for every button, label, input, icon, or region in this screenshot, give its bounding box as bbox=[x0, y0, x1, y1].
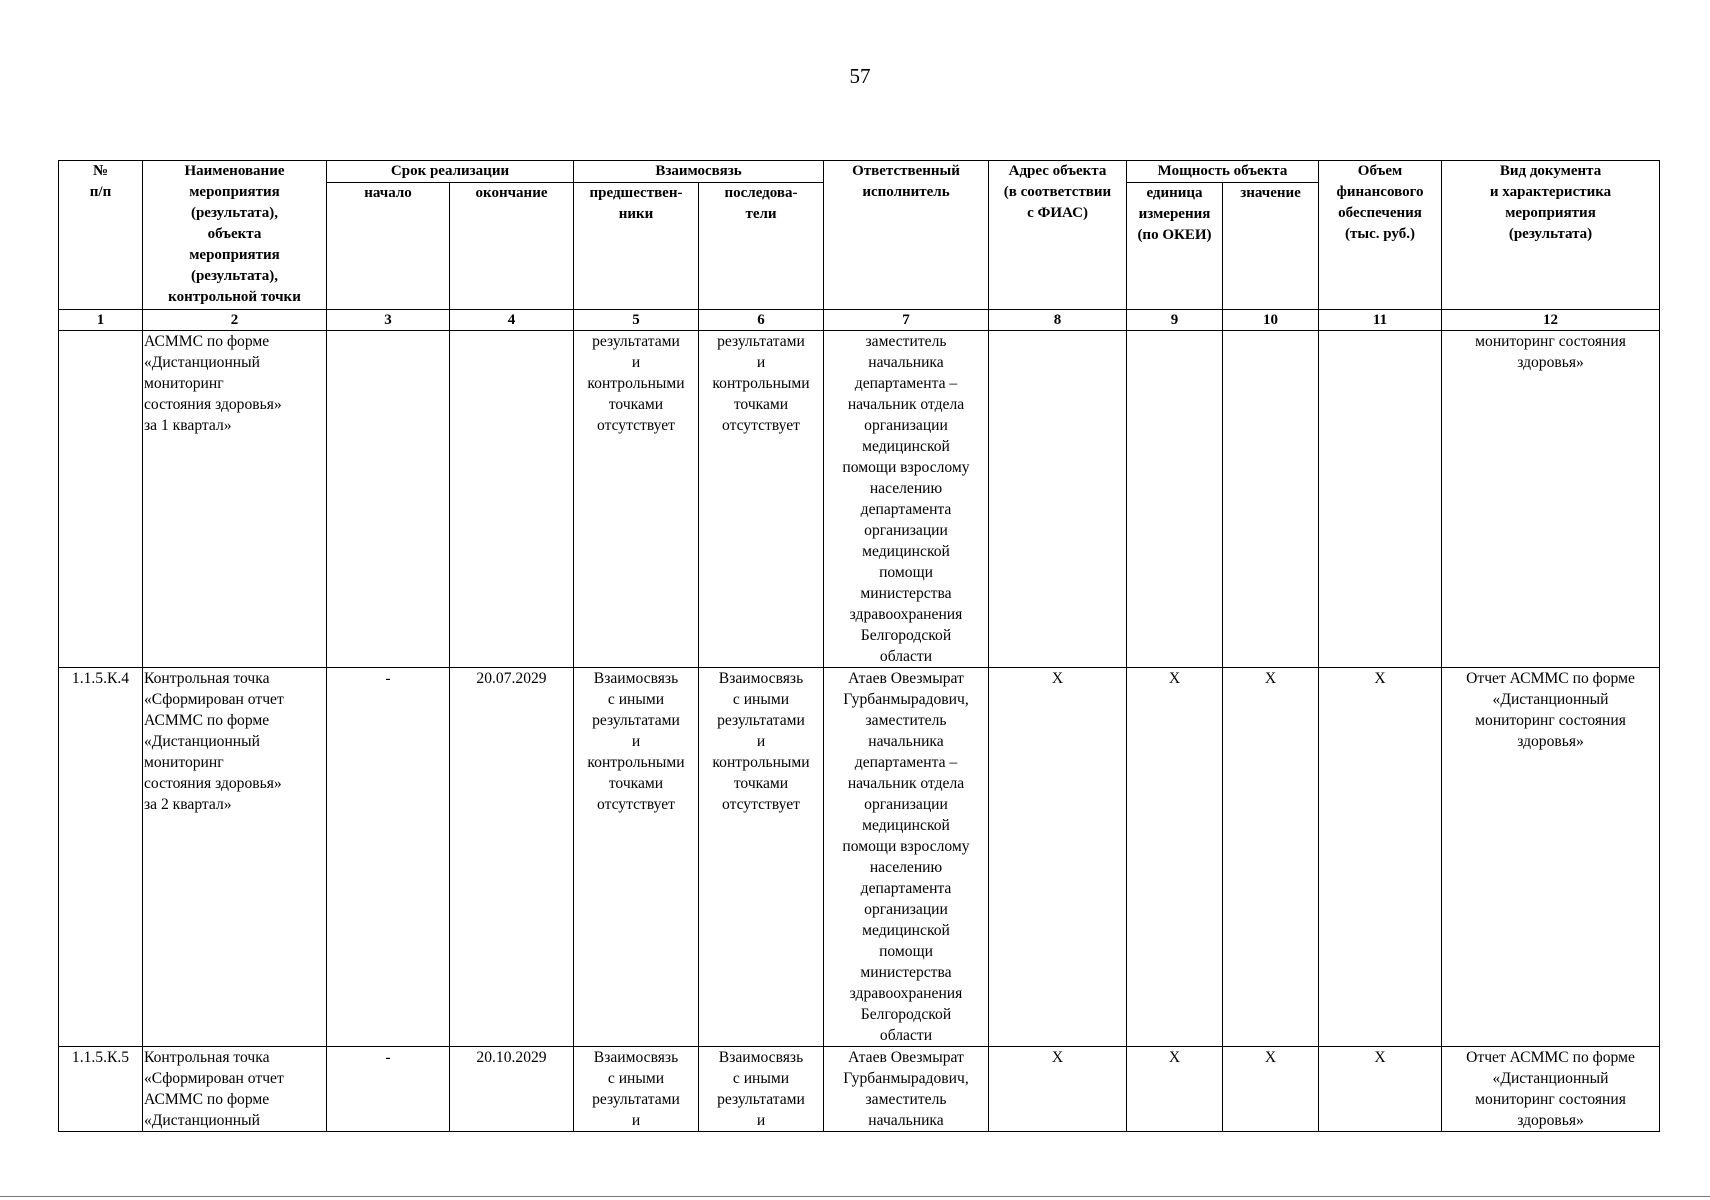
row-name: Контрольная точка «Сформирован отчет АСММС по форме «Дистанционный bbox=[143, 1047, 327, 1132]
column-number: 6 bbox=[699, 310, 824, 331]
column-number: 9 bbox=[1127, 310, 1223, 331]
page-number: 57 bbox=[849, 64, 871, 88]
row-finance bbox=[1319, 331, 1442, 668]
row-next: Взаимосвязь с иными результатами и bbox=[699, 1047, 824, 1132]
row-end: 20.10.2029 bbox=[450, 1047, 574, 1132]
header-capacity-group: Мощность объекта bbox=[1127, 161, 1319, 183]
column-number: 1 bbox=[59, 310, 143, 331]
header-link-group: Взаимосвязь bbox=[574, 161, 824, 183]
row-start bbox=[327, 331, 450, 668]
column-number: 7 bbox=[824, 310, 989, 331]
header-term-group: Срок реализации bbox=[327, 161, 574, 183]
header-finance: Объем финансового обеспечения (тыс. руб.) bbox=[1319, 161, 1442, 310]
row-num bbox=[59, 331, 143, 668]
column-number: 3 bbox=[327, 310, 450, 331]
header-term-start: начало bbox=[327, 183, 450, 310]
row-responsible: Атаев Овезмырат Гурбанмырадович, заместитель начальника департамента – начальник отдела организации медицинской помощи взрослому населению департамента организации медицинской помощи министерства здравоохранения Белгородской области bbox=[824, 668, 989, 1047]
header-term-end: окончание bbox=[450, 183, 574, 310]
header-link-prev: предшествен- ники bbox=[574, 183, 699, 310]
header-row-1 bbox=[59, 161, 1660, 183]
row-name: Контрольная точка «Сформирован отчет АСММС по форме «Дистанционный мониторинг состояния здоровья» за 2 квартал» bbox=[143, 668, 327, 1047]
row-end: 20.07.2029 bbox=[450, 668, 574, 1047]
column-number: 12 bbox=[1442, 310, 1660, 331]
table-row bbox=[59, 331, 1660, 668]
header-responsible: Ответственный исполнитель bbox=[824, 161, 989, 310]
header-link-next: последова- тели bbox=[699, 183, 824, 310]
header-num: № п/п bbox=[59, 161, 143, 310]
row-unit bbox=[1127, 331, 1223, 668]
row-name: АСММС по форме «Дистанционный мониторинг состояния здоровья» за 1 квартал» bbox=[143, 331, 327, 668]
row-prev: Взаимосвязь с иными результатами и bbox=[574, 1047, 699, 1132]
column-number: 8 bbox=[989, 310, 1127, 331]
row-start: - bbox=[327, 668, 450, 1047]
row-finance: X bbox=[1319, 1047, 1442, 1132]
table-row bbox=[59, 668, 1660, 1047]
header-cap-unit: единица измерения (по ОКЕИ) bbox=[1127, 183, 1223, 310]
row-address: X bbox=[989, 668, 1127, 1047]
row-next: результатами и контрольными точками отсутствует bbox=[699, 331, 824, 668]
header-name: Наименование мероприятия (результата), объекта мероприятия (результата), контрольной точки bbox=[143, 161, 327, 310]
column-number: 10 bbox=[1223, 310, 1319, 331]
row-address: X bbox=[989, 1047, 1127, 1132]
column-number-row bbox=[59, 310, 1660, 331]
row-doc: мониторинг состояния здоровья» bbox=[1442, 331, 1660, 668]
row-unit: X bbox=[1127, 668, 1223, 1047]
row-value: X bbox=[1223, 1047, 1319, 1132]
row-doc: Отчет АСММС по форме «Дистанционный мониторинг состояния здоровья» bbox=[1442, 1047, 1660, 1132]
row-prev: Взаимосвязь с иными результатами и контрольными точками отсутствует bbox=[574, 668, 699, 1047]
table-row bbox=[59, 1047, 1660, 1132]
column-number: 2 bbox=[143, 310, 327, 331]
header-cap-value: значение bbox=[1223, 183, 1319, 310]
row-num: 1.1.5.К.5 bbox=[59, 1047, 143, 1132]
row-unit: X bbox=[1127, 1047, 1223, 1132]
scan-edge-line bbox=[0, 1196, 1710, 1199]
column-number: 4 bbox=[450, 310, 574, 331]
row-value: X bbox=[1223, 668, 1319, 1047]
plan-table bbox=[58, 160, 1660, 1132]
row-prev: результатами и контрольными точками отсутствует bbox=[574, 331, 699, 668]
row-num: 1.1.5.К.4 bbox=[59, 668, 143, 1047]
row-finance: X bbox=[1319, 668, 1442, 1047]
column-number: 5 bbox=[574, 310, 699, 331]
row-address bbox=[989, 331, 1127, 668]
row-responsible: Атаев Овезмырат Гурбанмырадович, заместитель начальника bbox=[824, 1047, 989, 1132]
row-responsible: заместитель начальника департамента – начальник отдела организации медицинской помощи взрослому населению департамента организации медицинской помощи министерства здравоохранения Белгородской области bbox=[824, 331, 989, 668]
column-number: 11 bbox=[1319, 310, 1442, 331]
header-doc-type: Вид документа и характеристика мероприятия (результата) bbox=[1442, 161, 1660, 310]
row-doc: Отчет АСММС по форме «Дистанционный мониторинг состояния здоровья» bbox=[1442, 668, 1660, 1047]
row-next: Взаимосвязь с иными результатами и контрольными точками отсутствует bbox=[699, 668, 824, 1047]
row-value bbox=[1223, 331, 1319, 668]
header-address: Адрес объекта (в соответствии с ФИАС) bbox=[989, 161, 1127, 310]
row-end bbox=[450, 331, 574, 668]
row-start: - bbox=[327, 1047, 450, 1132]
